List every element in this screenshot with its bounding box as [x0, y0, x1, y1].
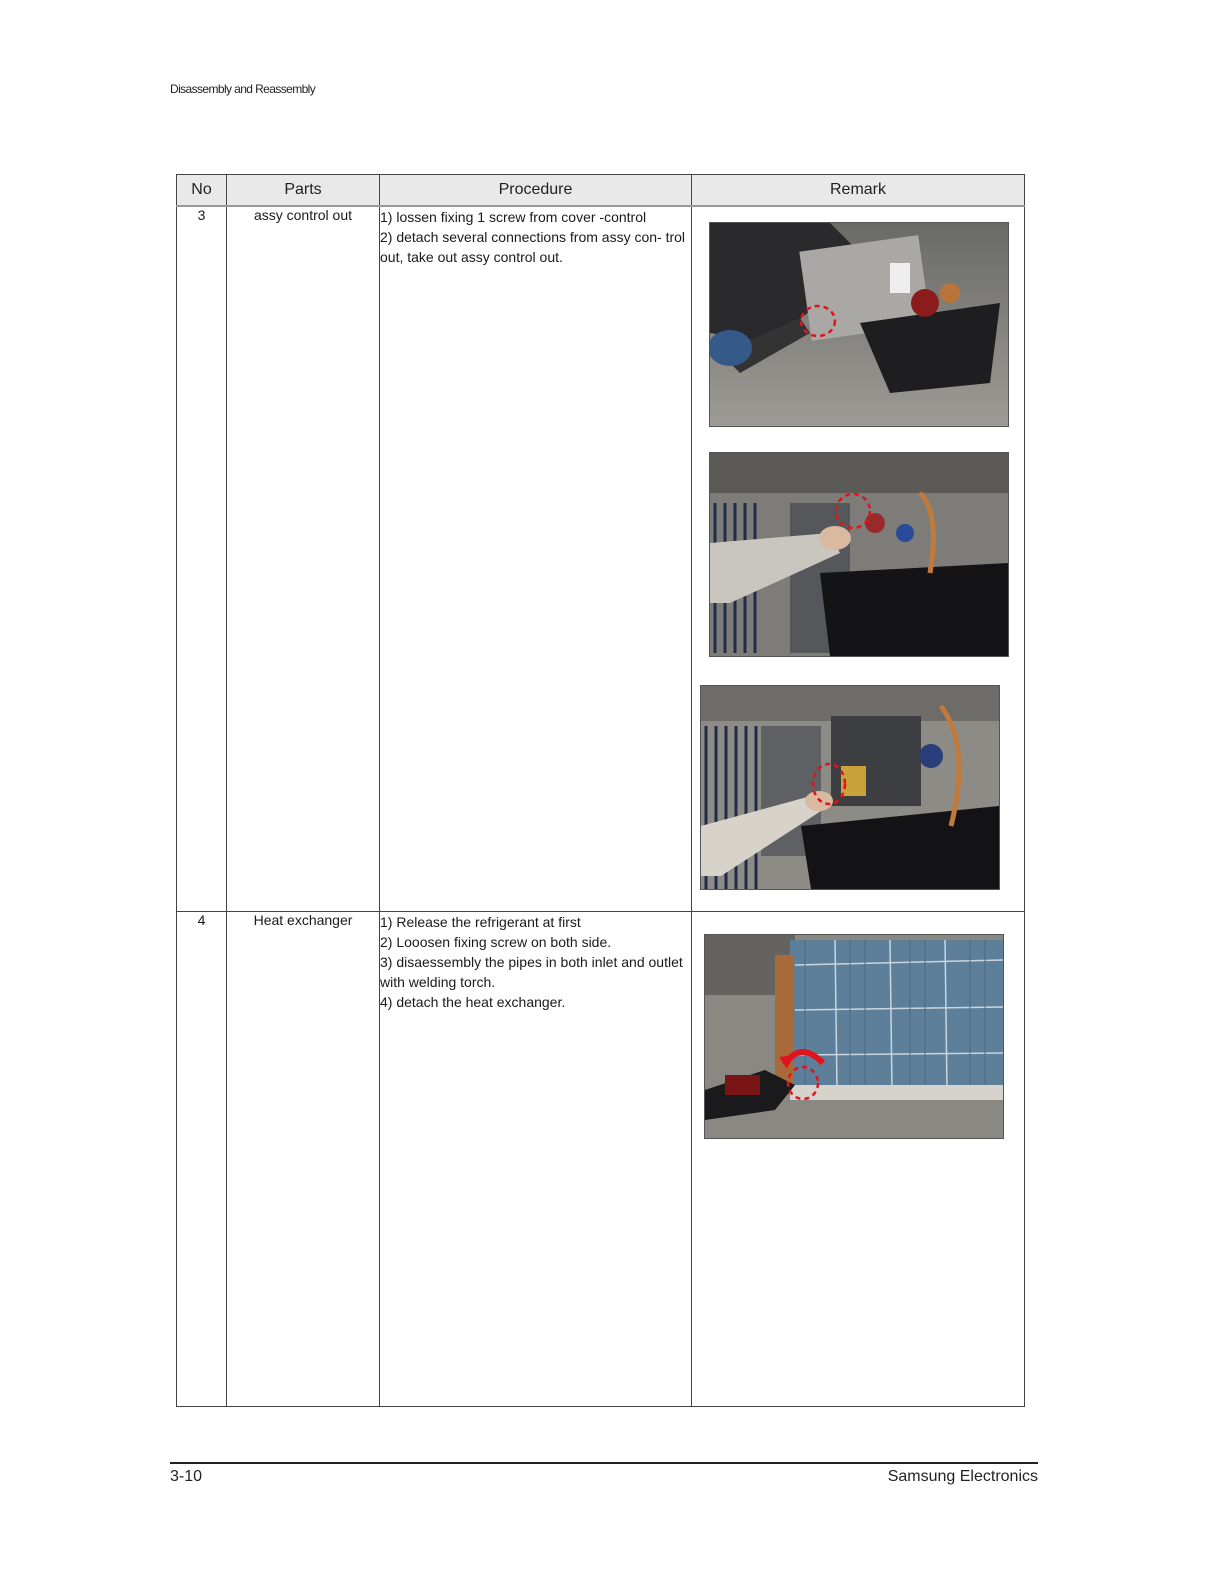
heat-exchanger-screw-photo [704, 934, 1004, 1139]
procedure-steps [380, 206, 692, 911]
control-assy-removal-photo [700, 685, 1000, 890]
column-header-procedure: Procedure [380, 175, 692, 207]
procedure-step: 1) Release the refrigerant at first [380, 913, 581, 930]
procedure-table [176, 174, 1025, 1407]
part-name: assy control out [227, 206, 380, 911]
row-number: 4 [177, 911, 227, 1406]
column-header-remark: Remark [692, 175, 1025, 207]
procedure-step: 2) detach several connections from assy con- trol out, take out assy control out. [380, 229, 686, 265]
running-header: Disassembly and Reassembly [170, 82, 316, 96]
procedure-step: 2) Looosen fixing screw on both side. [380, 933, 612, 950]
column-header-no: No [177, 175, 227, 207]
procedure-step: 4) detach the heat exchanger. [380, 993, 566, 1010]
table-row [177, 206, 1025, 911]
connector-detach-photo [709, 452, 1009, 657]
procedure-steps [380, 911, 692, 1406]
table-row [177, 911, 1025, 1406]
footer-rule [170, 1462, 1038, 1464]
table-header-row [177, 175, 1025, 207]
cover-control-screw-photo [709, 222, 1009, 427]
part-name: Heat exchanger [227, 911, 380, 1406]
row-number: 3 [177, 206, 227, 911]
page-number: 3-10 [170, 1468, 203, 1485]
publisher-name: Samsung Electronics [887, 1468, 1038, 1485]
remark-cell [692, 206, 1025, 911]
procedure-step: 1) lossen fixing 1 screw from cover -control [380, 209, 647, 225]
remark-cell [692, 911, 1025, 1406]
column-header-parts: Parts [227, 175, 380, 207]
procedure-step: 3) disaessembly the pipes in both inlet and outlet with welding torch. [380, 953, 683, 990]
